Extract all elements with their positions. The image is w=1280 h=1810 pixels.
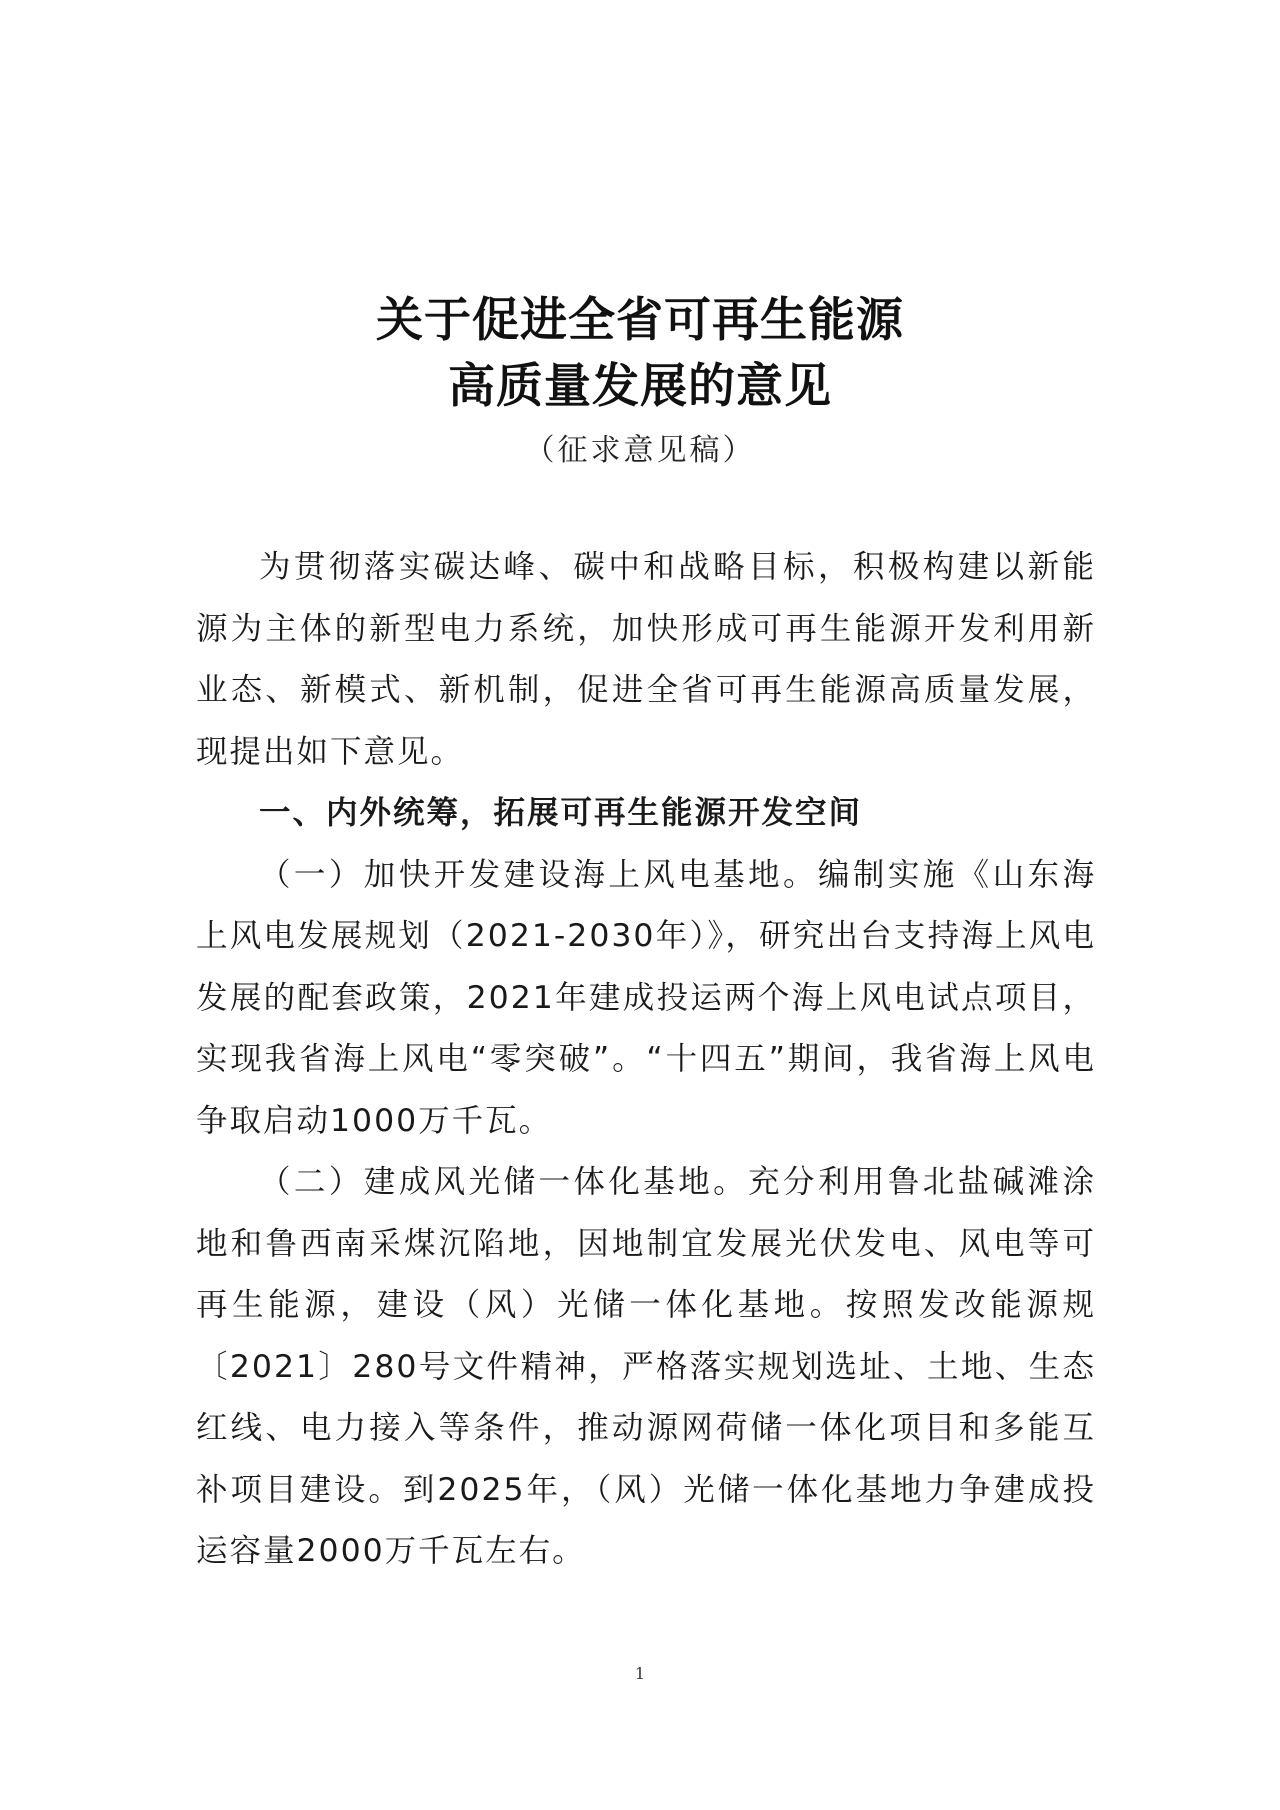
page-number: 1	[634, 1664, 646, 1683]
item-paragraph-1: （一）加快开发建设海上风电基地。编制实施《山东海上风电发展规划（2021-2030年）》，研究出台支持海上风电发展的配套政策，2021年建成投运两个海上风电试点项目，实现我省海上风电“零突破”。“十四五”期间，我省海上风电争取启动1000万千瓦。	[196, 856, 1096, 1139]
section-heading: 一、内外统筹，拓展可再生能源开发空间	[259, 795, 863, 831]
intro-paragraph: 为贯彻落实碳达峰、碳中和战略目标，积极构建以新能源为主体的新型电力系统，加快形成可再生能源开发利用新业态、新模式、新机制，促进全省可再生能源高质量发展，现提出如下意见。	[196, 549, 1096, 770]
document-subtitle: （征求意见稿）	[524, 433, 756, 468]
document-title-line-1: 关于促进全省可再生能源	[376, 293, 904, 348]
document-title-line-2: 高质量发展的意见	[448, 359, 832, 414]
item-paragraph-2: （二）建成风光储一体化基地。充分利用鲁北盐碱滩涂地和鲁西南采煤沉陷地，因地制宜发展光伏发电、风电等可再生能源，建设（风）光储一体化基地。按照发改能源规〔2021〕280号文件精神，严格落实规划选址、土地、生态红线、电力接入等条件，推动源网荷储一体化项目和多能互补项目建设。到2025年，（风）光储一体化基地力争建成投运容量2000万千瓦左右。	[196, 1164, 1096, 1569]
document-body	[196, 537, 1096, 1583]
